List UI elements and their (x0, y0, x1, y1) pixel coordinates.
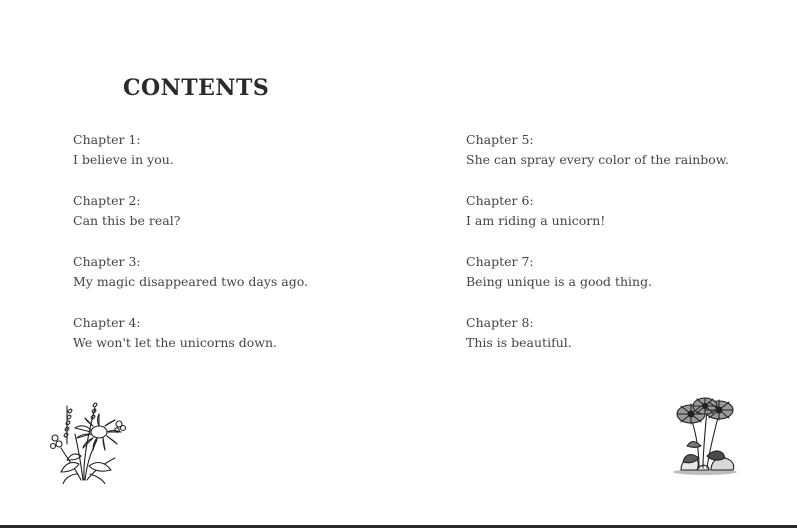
chapter-title: This is beautiful. (466, 335, 572, 350)
chapter-label: Chapter 3: (73, 254, 141, 269)
toc-entry-chapter-1 (73, 130, 393, 191)
toc-entry-chapter-7 (466, 252, 786, 313)
chapter-label: Chapter 8: (466, 315, 534, 330)
toc-entry-chapter-6 (466, 191, 786, 252)
page-title: CONTENTS (123, 74, 270, 101)
toc-entry-chapter-5 (466, 130, 786, 191)
toc-left-column (73, 130, 393, 374)
chapter-title: We won't let the unicorns down. (73, 335, 278, 350)
flower-rocks-icon (663, 392, 745, 476)
chapter-title: I am riding a unicorn! (466, 213, 606, 228)
toc-entry-chapter-3 (73, 252, 393, 313)
chapter-title: She can spray every color of the rainbow. (466, 152, 729, 167)
chapter-label: Chapter 2: (73, 193, 141, 208)
chapter-label: Chapter 6: (466, 193, 534, 208)
chapter-label: Chapter 4: (73, 315, 141, 330)
flower-bouquet-icon (45, 398, 130, 484)
toc-entry-chapter-4 (73, 313, 393, 374)
toc-entry-chapter-2 (73, 191, 393, 252)
chapter-label: Chapter 5: (466, 132, 534, 147)
toc-entry-chapter-8 (466, 313, 786, 374)
chapter-title: Can this be real? (73, 213, 181, 228)
toc-right-column (466, 130, 786, 374)
chapter-title: Being unique is a good thing. (466, 274, 653, 289)
chapter-title: My magic disappeared two days ago. (73, 274, 309, 289)
chapter-label: Chapter 1: (73, 132, 141, 147)
chapter-label: Chapter 7: (466, 254, 534, 269)
chapter-title: I believe in you. (73, 152, 174, 167)
